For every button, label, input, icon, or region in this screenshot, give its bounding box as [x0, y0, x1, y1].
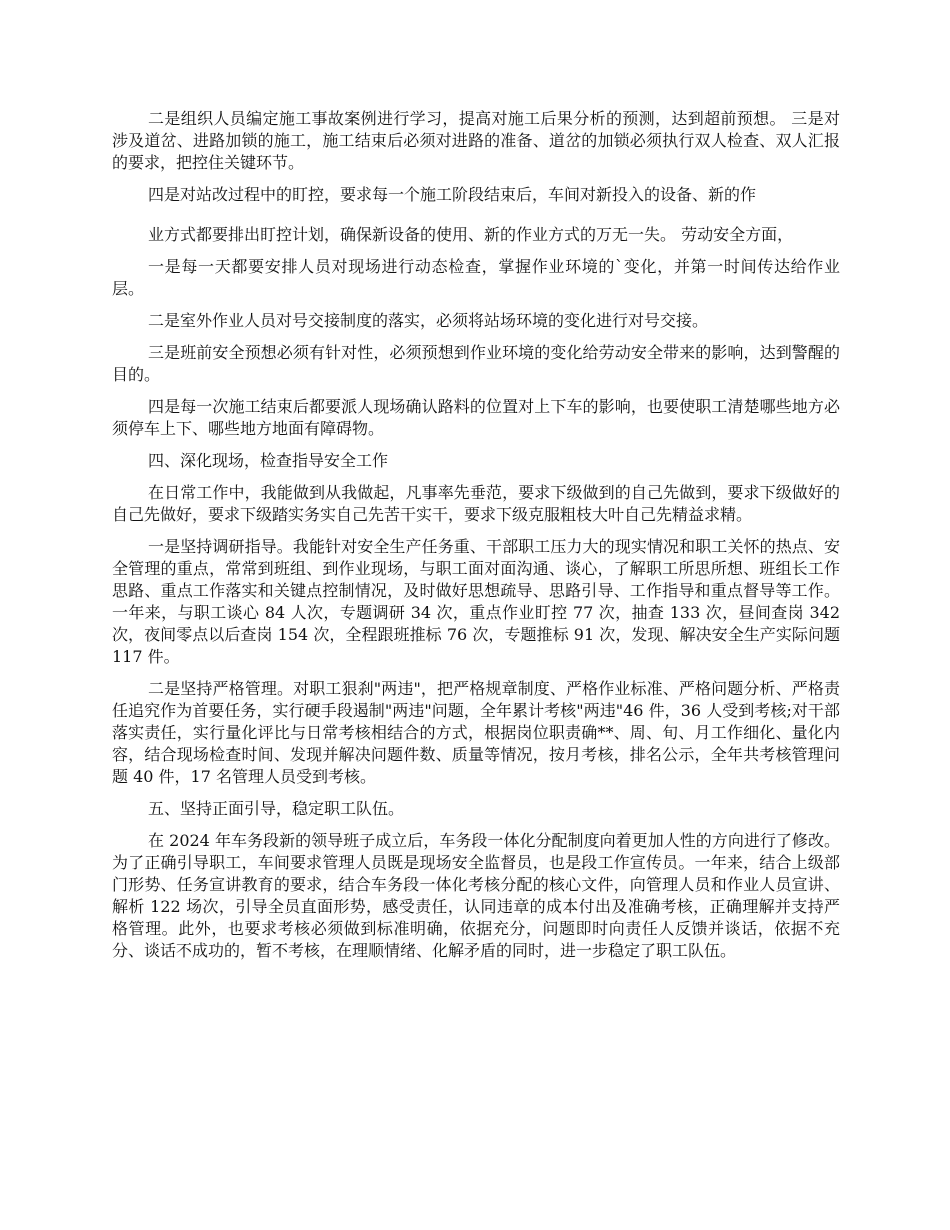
paragraph: 业方式都要排出盯控计划，确保新设备的使用、新的作业方式的万无一失。 劳动安全方面， [148, 225, 794, 244]
document-body [112, 108, 840, 972]
paragraph: 四是对站改过程中的盯控，要求每一个施工阶段结束后，车间对新投入的设备、新的作 [148, 185, 757, 204]
paragraph: 一是每一天都要安排人员对现场进行动态检查，掌握作业环境的`变化，并第一时间传达给作业层。 [112, 257, 840, 298]
section-heading: 五、坚持正面引导，稳定职工队伍。 [148, 799, 405, 818]
section-heading: 四、深化现场，检查指导安全工作 [148, 451, 389, 470]
paragraph: 二是坚持严格管理。对职工狠刹"两违"，把严格规章制度、严格作业标准、严格问题分析、严格责任追究作为首要任务，实行硬手段遏制"两违"问题，全年累计考核"两违"46 件，36 人受到考核;对干部落实责任，实行量化评比与日常考核相结合的方式，根据岗位职责确**、周、旬、月工作细化、量化内容，结合现场检查时间、发现并解决问题件数、质量等情况，按月考核，排名公示，全年共考核管理问题 40 件，17 名管理人员受到考核。 [112, 679, 840, 786]
paragraph: 四是每一次施工结束后都要派人现场确认路料的位置对上下车的影响，也要使职工清楚哪些地方必须停车上下、哪些地方地面有障碍物。 [112, 397, 840, 438]
paragraph: 在日常工作中，我能做到从我做起，凡事率先垂范，要求下级做到的自己先做到，要求下级做好的自己先做好，要求下级踏实务实自己先苦干实干，要求下级克服粗枝大叶自己先精益求精。 [112, 483, 840, 524]
paragraph: 一是坚持调研指导。我能针对安全生产任务重、干部职工压力大的现实情况和职工关怀的热点、安全管理的重点，常常到班组、到作业现场，与职工面对面沟通、谈心，了解职工所思所想、班组长工作思路、重点工作落实和关键点控制情况，及时做好思想疏导、思路引导、工作指导和重点督导等工作。一年来，与职工谈心 84 人次，专题调研 34 次，重点作业盯控 77 次，抽查 133 次，昼间查岗 342 次，夜间零点以后查岗 154 次，全程跟班推标 76 次，专题推标 91 次，发现、解决安全生产实际问题 117 件。 [112, 537, 840, 666]
paragraph: 二是室外作业人员对号交接制度的落实，必须将站场环境的变化进行对号交接。 [148, 311, 709, 330]
paragraph: 三是班前安全预想必须有针对性，必须预想到作业环境的变化给劳动安全带来的影响，达到警醒的目的。 [112, 343, 840, 384]
paragraph: 二是组织人员编定施工事故案例进行学习，提高对施工后果分析的预测，达到超前预想。 三是对涉及道岔、进路加锁的施工，施工结束后必须对进路的准备、道岔的加锁必须执行双人检查、双人汇报的要求，把控住关键环节。 [112, 109, 840, 172]
paragraph: 在 2024 年车务段新的领导班子成立后，车务段一体化分配制度向着更加人性的方向进行了修改。为了正确引导职工，车间要求管理人员既是现场安全监督员，也是段工作宣传员。一年来，结合上级部门形势、任务宣讲教育的要求，结合车务段一体化考核分配的核心文件，向管理人员和作业人员宣讲、解析 122 场次，引导全员直面形势，感受责任，认同违章的成本付出及准确考核，正确理解并支持严格管理。此外，也要求考核必须做到标准明确，依据充分，问题即时向责任人反馈并谈话，依据不充分、谈话不成功的，暂不考核，在理顺情绪、化解矛盾的同时，进一步稳定了职工队伍。 [112, 831, 840, 960]
